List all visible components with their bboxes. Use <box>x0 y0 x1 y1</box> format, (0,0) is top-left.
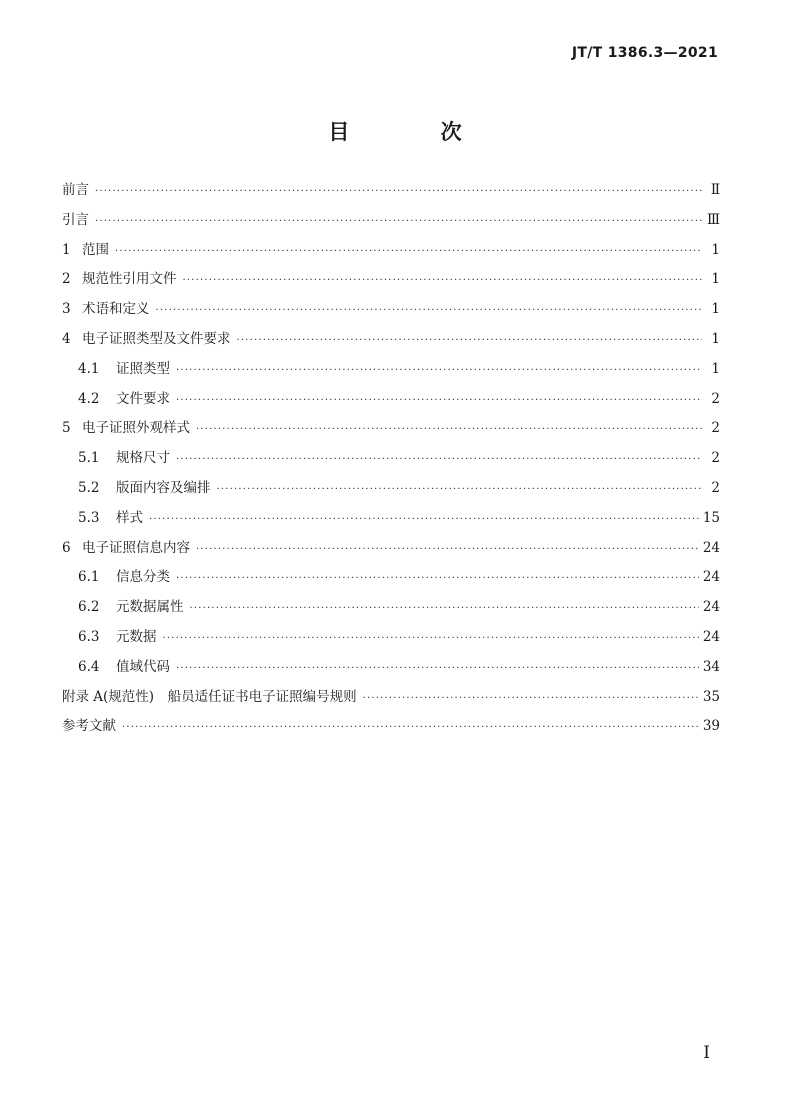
toc-entry-page: 1 <box>711 241 720 258</box>
toc-entry-number: 5.1 <box>78 450 100 467</box>
toc-entry-page: 39 <box>702 718 720 735</box>
toc-entry-title: 范围 <box>82 241 109 258</box>
toc-entry-title: 术语和定义 <box>82 301 150 318</box>
toc-leader-dots <box>176 663 699 674</box>
toc-entry-title: 电子证照信息内容 <box>82 539 190 556</box>
toc-entry-title: 值域代码 <box>116 658 170 675</box>
toc-entry-title: 前言 <box>62 182 89 198</box>
toc-entry-page: 2 <box>711 390 720 407</box>
toc-entry-number: 6.1 <box>78 569 100 586</box>
toc-entry-number: 6.4 <box>78 658 100 675</box>
toc-entry-title: 元数据属性 <box>116 599 184 616</box>
toc-entry[interactable] <box>62 536 720 566</box>
toc-entry-number: 2 <box>62 271 71 288</box>
toc-entry-page: 35 <box>702 688 720 705</box>
toc-leader-dots <box>176 395 702 406</box>
toc-entry-number: 4 <box>62 330 71 347</box>
toc-entry[interactable] <box>62 595 720 625</box>
toc-leader-dots <box>183 275 703 286</box>
toc-entry-title: 信息分类 <box>116 569 170 586</box>
table-of-contents <box>62 178 720 744</box>
toc-entry-page: 24 <box>702 628 720 645</box>
toc-entry[interactable] <box>62 685 720 715</box>
toc-leader-dots <box>95 216 702 227</box>
toc-entry[interactable] <box>62 506 720 536</box>
toc-leader-dots <box>176 573 699 584</box>
toc-entry-title: 规范性引用文件 <box>82 271 177 288</box>
toc-leader-dots <box>237 335 703 346</box>
toc-entry-page: 24 <box>702 539 720 556</box>
toc-entry-number: 4.1 <box>78 360 100 377</box>
toc-leader-dots <box>196 424 702 435</box>
toc-entry-number: 6 <box>62 539 71 556</box>
toc-entry-number: 5 <box>62 420 71 437</box>
toc-entry-page: 1 <box>711 301 720 318</box>
toc-entry-title: 附录 A(规范性) 船员适任证书电子证照编号规则 <box>62 688 357 705</box>
toc-entry[interactable] <box>62 327 720 357</box>
toc-entry-page: 2 <box>711 420 720 437</box>
toc-entry-page: Ⅲ <box>706 211 720 228</box>
toc-leader-dots <box>115 246 702 257</box>
toc-leader-dots <box>176 454 702 465</box>
page-number: I <box>703 1043 710 1063</box>
toc-leader-dots <box>176 365 702 376</box>
toc-entry[interactable] <box>62 446 720 476</box>
toc-entry-page: 24 <box>702 599 720 616</box>
toc-entry-page: 1 <box>711 330 720 347</box>
toc-entry-title: 证照类型 <box>116 360 170 377</box>
toc-entry-page: Ⅱ <box>710 182 720 198</box>
toc-entry-number: 4.2 <box>78 390 100 407</box>
toc-leader-dots <box>95 186 702 197</box>
toc-entry-page: 24 <box>702 569 720 586</box>
toc-entry-number: 6.2 <box>78 599 100 616</box>
toc-entry-page: 2 <box>711 479 720 496</box>
toc-entry[interactable] <box>62 238 720 268</box>
toc-leader-dots <box>217 484 703 495</box>
toc-entry[interactable] <box>62 714 720 744</box>
toc-entry[interactable] <box>62 357 720 387</box>
toc-entry-title: 电子证照外观样式 <box>82 420 190 437</box>
toc-entry[interactable] <box>62 387 720 417</box>
toc-leader-dots <box>163 633 699 644</box>
toc-entry-page: 1 <box>711 271 720 288</box>
toc-entry-page: 34 <box>702 658 720 675</box>
toc-entry-title: 样式 <box>116 509 143 526</box>
toc-entry-page: 1 <box>711 360 720 377</box>
toc-entry[interactable] <box>62 565 720 595</box>
standard-code: JT/T 1386.3—2021 <box>571 45 718 61</box>
toc-entry[interactable] <box>62 297 720 327</box>
toc-entry[interactable] <box>62 267 720 297</box>
toc-entry-number: 6.3 <box>78 628 100 645</box>
toc-entry-title: 版面内容及编排 <box>116 479 211 496</box>
toc-entry-page: 2 <box>711 450 720 467</box>
toc-entry-number: 3 <box>62 301 71 318</box>
toc-leader-dots <box>156 305 703 316</box>
toc-entry[interactable] <box>62 476 720 506</box>
toc-leader-dots <box>122 722 699 733</box>
toc-entry-title: 元数据 <box>116 628 157 645</box>
toc-entry-title: 参考文献 <box>62 718 116 735</box>
page-title: 目 次 <box>328 120 504 144</box>
toc-leader-dots <box>363 693 699 704</box>
toc-entry[interactable] <box>62 208 720 238</box>
toc-entry-page: 15 <box>702 509 720 526</box>
toc-entry-number: 1 <box>62 241 71 258</box>
toc-entry-title: 电子证照类型及文件要求 <box>82 330 231 347</box>
toc-entry-title: 文件要求 <box>116 390 170 407</box>
toc-entry[interactable] <box>62 655 720 685</box>
toc-entry[interactable] <box>62 416 720 446</box>
toc-leader-dots <box>196 544 699 555</box>
toc-entry[interactable] <box>62 625 720 655</box>
toc-entry-number: 5.2 <box>78 479 100 496</box>
toc-leader-dots <box>149 514 699 525</box>
toc-entry-number: 5.3 <box>78 509 100 526</box>
toc-entry-title: 引言 <box>62 211 89 228</box>
toc-entry[interactable] <box>62 178 720 208</box>
toc-entry-title: 规格尺寸 <box>116 450 170 467</box>
toc-leader-dots <box>190 603 699 614</box>
